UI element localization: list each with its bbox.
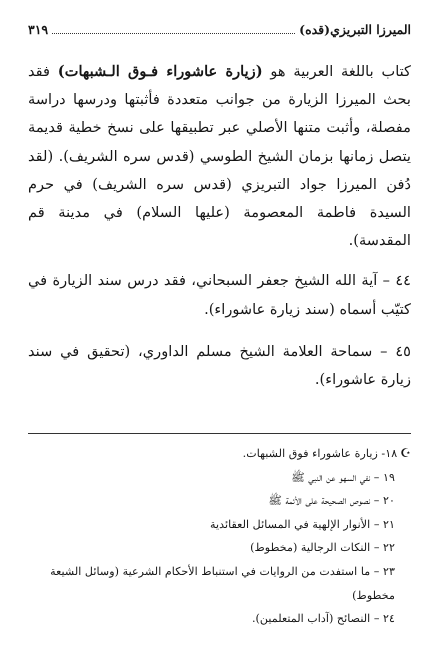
leader-dots (52, 25, 295, 34)
main-text (28, 58, 411, 394)
paragraph-1-rest: فقد بحث الميرزا الزيارة من جوانب متعددة فأثبتها ودرسها دراسة مفصلة، وأثبت متنها الأصلي عبر تطبيقها على نسخ خطية قديمة يتصل زمانها بزمان الشيخ الطوسي (قدس سره الشريف). (لقد دُفن الميرزا جواد التبريزي (قدس سره الشريف) في حرم السيدة فاطمة المعصومة (عليها السلام) في مدينة قم المقدسة). (28, 63, 411, 250)
footnote-item: ١٩ – نفي السهو عن النبي ﷺ (291, 470, 395, 484)
footnote-item: ٢١ – الأنوار الإلهية في المسائل العقائدية (210, 517, 395, 531)
paragraph-1-lead: كتاب باللغة العربية هو (262, 63, 411, 80)
footnote-item: ٢٠ – نصوص الصحيحة على الأئمة ﷺ (268, 494, 395, 508)
crescent-icon: ☪ (400, 446, 411, 460)
paragraph-item-44: ٤٤ – آية الله الشيخ جعفر السبحاني، فقد درس سند الزيارة في كتيّب أسماه (سند زيارة عاشوراء). (28, 272, 411, 318)
footnote-item: ٢٣ – ما استفدت من الروايات في استنباط الأحكام الشرعية (وسائل الشيعة مخطوط) (50, 564, 395, 602)
paragraph-item-45: ٤٥ – سماحة العلامة الشيخ مسلم الداوري، (تحقيق في سند زيارة عاشوراء). (28, 342, 411, 389)
page-number: ٣١٩ (28, 22, 49, 37)
footnote-item: ٢٢ – النكات الرجالية (مخطوط) (250, 541, 395, 555)
footnote-item: ☪١٨- زيارة عاشوراء فوق الشبهات. (24, 442, 411, 466)
book-title-highlight: (زيارة عاشوراء فـوق الـشبهات) (57, 63, 263, 80)
footnote-separator (28, 433, 411, 434)
running-title: الميرزا التبريزي(قده) (299, 22, 411, 37)
running-header (28, 22, 411, 37)
footnote-item: ٢٤ – النصائح (آداب المتعلمين). (251, 612, 395, 626)
paragraph-1 (28, 58, 411, 255)
footnotes (24, 442, 411, 631)
